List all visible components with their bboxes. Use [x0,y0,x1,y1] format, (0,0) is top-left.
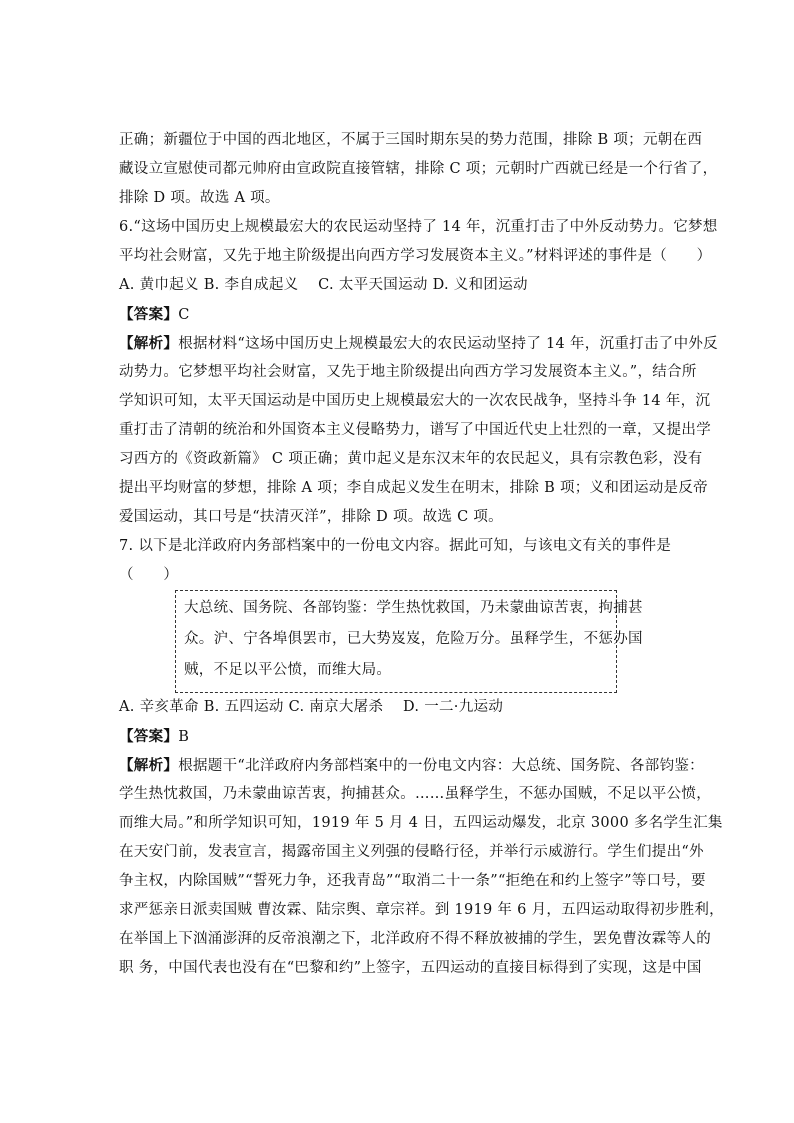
quote-line: 大总统、国务院、各部钧鉴：学生热忱救国，乃未蒙曲谅苦衷，拘捕甚 [184,600,643,616]
question-7-line: 7. 以下是北洋政府内务部档案中的一份电文内容。据此可知，与该电文有关的事件是 [119,538,672,554]
text-line: 正确；新疆位于中国的西北地区，不属于三国时期东吴的势力范围，排除 B 项；元朝在西 [119,132,703,148]
text-line: 藏设立宣慰使司都元帅府由宣政院直接管辖，排除 C 项；元朝时广西就已经是一个行省了， [119,161,718,177]
quote-line: 众。沪、宁各埠俱罢市，已大势岌岌，危险万分。虽释学生，不惩办国 [184,631,643,647]
answer-label: 【答案】 [119,728,179,745]
text-line: 排除 D 项。故选 A 项。 [119,190,280,206]
question-6-analysis-line [119,329,718,358]
question-7-analysis-line: 求严惩亲日派卖国贼 曹汝霖、陆宗舆、章宗祥。到 1919 年 6 月，五四运动取得初步胜利， [119,902,724,918]
question-6-line: 平均社会财富，又先于地主阶级提出向西方学习发展资本主义。”材料评述的事件是（ ） [119,248,712,264]
question-6-analysis-line: 动势力。它梦想平均社会财富，又先于地主阶级提出向西方学习发展资本主义。”，结合所 [119,364,697,380]
question-6-options: A. 黄巾起义 B. 李自成起义 C. 太平天国运动 D. 义和团运动 [119,277,528,293]
analysis-text: 根据题干“北洋政府内务部档案中的一份电文内容：大总统、国务院、各部钧鉴： [178,758,704,774]
question-6-analysis-line: 学知识可知，太平天国运动是中国历史上规模最宏大的一次农民战争，坚持斗争 14 年，沉 [119,393,711,409]
analysis-text: 根据材料“这场中国历史上规模最宏大的农民运动坚持了 14 年，沉重打击了中外反 [178,336,718,352]
question-6-analysis-line: 习西方的《资政新篇》 C 项正确；黄巾起义是东汉末年的农民起义，具有宗教色彩，没有 [119,451,703,467]
telegram-quote-box [175,590,643,693]
question-6-analysis-line: 爱国运动，其口号是“扶清灭洋”，排除 D 项。故选 C 项。 [119,509,503,525]
question-6-answer [119,300,689,329]
document-page [119,126,724,983]
question-7-options: A. 辛亥革命 B. 五四运动 C. 南京大屠杀 D. 一二·九运动 [119,699,504,715]
quote-line: 贼，不足以平公愤，而维大局。 [184,662,392,678]
question-7-analysis-line: 职 务，中国代表也没有在“巴黎和约”上签字，五四运动的直接目标得到了实现，这是中国 [119,960,702,976]
question-7-analysis-line: 在天安门前，发表宣言，揭露帝国主义列强的侵略行径，并举行示威游行。学生们提出“外 [119,844,704,860]
question-7-line: （ ） [119,567,179,583]
question-7-analysis-line: 在举国上下汹涌澎湃的反帝浪潮之下，北洋政府不得不释放被捕的学生，罢免曹汝霖等人的 [119,931,711,947]
analysis-label: 【解析】 [119,335,179,352]
answer-value: B [178,729,190,745]
question-6-line: 6.“这场中国历史上规模最宏大的农民运动坚持了 14 年，沉重打击了中外反动势力。它梦想 [119,219,718,235]
question-6-analysis-line: 提出平均财富的梦想，排除 A 项；李自成起义发生在明末，排除 B 项；义和团运动是反帝 [119,480,708,496]
question-7-analysis-line [119,751,704,780]
question-7-analysis-line: 争主权，内除国贼”“誓死力争，还我青岛”“取消二十一条”“拒绝在和约上签字”等口号，要 [119,873,706,889]
question-6-analysis-line: 重打击了清朝的统治和外国资本主义侵略势力，谱写了中国近代史上壮烈的一章，又提出学 [119,422,711,438]
question-7-analysis-line: 而维大局。”和所学知识可知，1919 年 5 月 4 日，五四运动爆发，北京 3000 多名学生汇集 [119,815,723,831]
answer-value: C [178,307,190,323]
answer-label: 【答案】 [119,306,179,323]
analysis-label: 【解析】 [119,757,179,774]
question-7-answer [119,722,689,751]
question-7-analysis-line: 学生热忱救国，乃未蒙曲谅苦衷，拘捕甚众。……虽释学生，不惩办国贼，不足以平公愤， [119,786,711,802]
